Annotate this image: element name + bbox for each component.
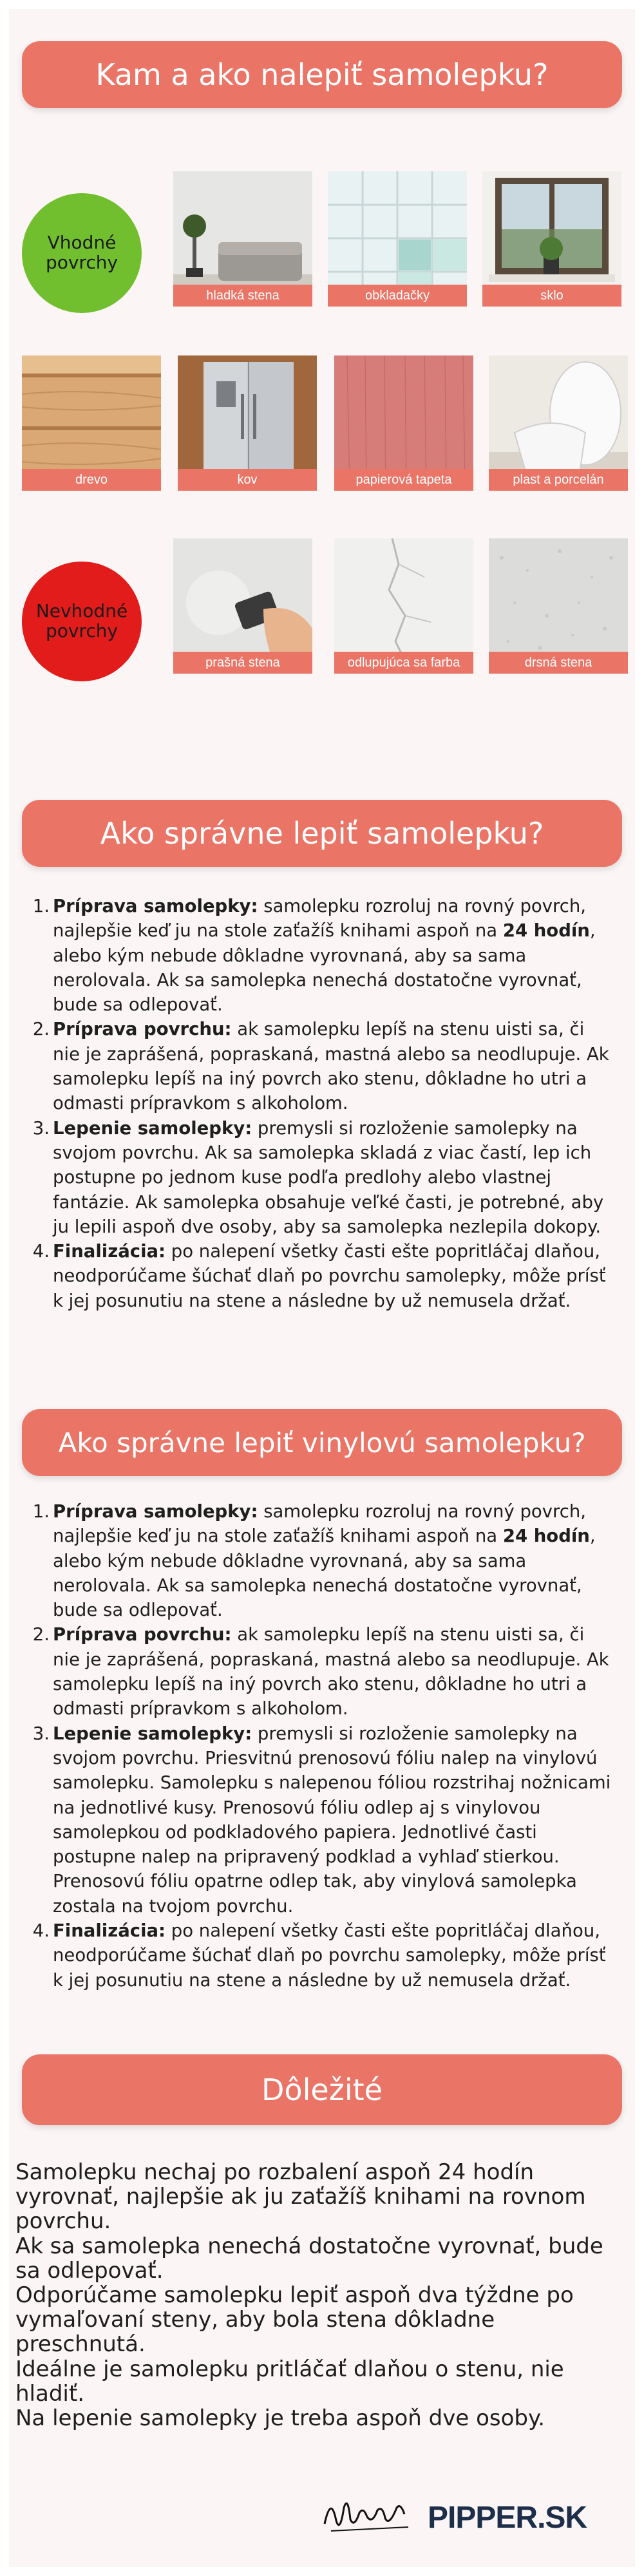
surface-caption: prašná stena (173, 652, 312, 674)
infographic-page (9, 9, 635, 2567)
surface-tile-glass (482, 171, 621, 307)
unsuitable-surfaces-label: Nevhodné povrchy (35, 600, 128, 641)
surface-tile-wood (22, 355, 161, 491)
surface-caption: drevo (22, 469, 161, 491)
step-item (28, 1622, 611, 1721)
step-item (28, 1017, 611, 1115)
steps-list-vinyl (28, 1499, 611, 1993)
important-note: Ak sa samolepka nenechá dostatočne vyrovnať, bude sa odlepovať. (15, 2233, 603, 2284)
step-number: 2. (32, 1019, 50, 1040)
step-text: ak samolepku lepíš na stenu uisti sa, či nie je zaprášená, popraskaná, mastná alebo sa neodlupuje. Ak samolepku lepíš na iný povrch ako stenu, dôkladne ho utri a odmasti prípravkom s alkoholom. (53, 1019, 609, 1114)
step-text: premysli si rozloženie samolepky na svojom povrchu. Ak sa samolepka skladá z viac častí, lep ich postupne po jednom kuse podľa predlohy alebo vlastnej fantázie. Ak samolepka obsahuje veľké časti, je potrebné, aby ju lepili aspoň dve osoby, aby sa samolepka nezlepila dokopy. (53, 1117, 604, 1237)
surface-tile-plastic (489, 355, 628, 491)
step-heading: Príprava samolepky: (53, 896, 258, 916)
surface-caption: obkladačky (328, 285, 467, 307)
important-note: Na lepenie samolepky je treba aspoň dve osoby. (15, 2405, 545, 2432)
step-heading: Príprava samolepky: (53, 1501, 258, 1522)
section-title-how: Ako správne lepiť samolepku? (22, 800, 622, 867)
unsuitable-surfaces-badge (22, 562, 142, 681)
section-title-important: Dôležité (22, 2054, 622, 2125)
step-number: 4. (32, 1241, 50, 1262)
step-item (28, 1918, 611, 1993)
surface-caption: sklo (482, 285, 621, 307)
important-note: Ideálne je samolepku pritláčať dlaňou o stenu, nie hladiť. (15, 2356, 564, 2407)
surface-caption: papierová tapeta (334, 469, 473, 491)
surface-tile-smooth-wall (173, 171, 312, 307)
step-text: premysli si rozloženie samolepky na svojom povrchu. Priesvitnú prenosovú fóliu nalep na vinylovú samolepku. Samolepku s nalepenou fóliou rozstrihaj nožnicami na jednotlivé kusy. Prenosovú fóliu odlep aj s vinylovou samolepkou od podkladového papiera. Jednotlivé časti postupne nalep na pripravený podklad a vyhlaď stierkou. Prenosovú fóliu opatrne odlep tak, aby vinylová samolepka zostala na tvojom povrchu. (53, 1723, 611, 1917)
step-emphasis: 24 hodín (502, 920, 590, 942)
step-number: 2. (32, 1624, 50, 1645)
step-text-end: , alebo kým nebude dôkladne vyrovnaná, aby sa sama nerolovala. Ak sa samolepka nenechá dostatočne vyrovnať, bude sa odlepovať. (53, 920, 596, 1016)
section-title-vinyl: Ako správne lepiť vinylovú samolepku? (22, 1409, 622, 1476)
step-heading: Finalizácia: (53, 1920, 166, 1942)
step-number: 1. (32, 1501, 50, 1522)
step-item (28, 894, 611, 1017)
important-note: Odporúčame samolepku lepiť aspoň dva týždne po vymaľovaní steny, aby bola stena dôkladne preschnutá. (15, 2282, 574, 2358)
step-item (28, 1239, 611, 1313)
step-item (28, 1499, 611, 1622)
suitable-surfaces-badge (22, 193, 142, 313)
step-heading: Príprava povrchu: (53, 1019, 232, 1040)
surface-caption: odlupujúca sa farba (334, 652, 473, 674)
step-heading: Finalizácia: (53, 1241, 166, 1262)
step-emphasis: 24 hodín (502, 1526, 590, 1547)
step-number: 4. (32, 1920, 50, 1942)
surface-caption: drsná stena (489, 652, 628, 674)
step-item (28, 1721, 611, 1918)
step-number: 3. (32, 1117, 50, 1139)
surface-caption: hladká stena (173, 285, 312, 307)
step-text: samolepku rozroluj na rovný povrch, najlepšie keď ju na stole zaťažíš knihami aspoň na (53, 1501, 587, 1547)
step-number: 3. (32, 1723, 50, 1744)
section-title-where: Kam a ako nalepiť samolepku? (22, 41, 622, 108)
step-heading: Lepenie samolepky: (53, 1117, 252, 1139)
surface-tile-tiles (328, 171, 467, 307)
step-text: po nalepení všetky časti ešte popritláčaj dlaňou, neodporúčame šúchať dlaň po povrchu samolepky, môže prísť k jej posunutiu na stene a následne by už nemusela držať. (53, 1241, 606, 1311)
surface-tile-peeling-paint (334, 538, 473, 674)
step-item (28, 1116, 611, 1239)
surface-tile-wallpaper (334, 355, 473, 491)
step-text: ak samolepku lepíš na stenu uisti sa, či nie je zaprášená, popraskaná, mastná alebo sa neodlupuje. Ak samolepku lepíš na iný povrch ako stenu, dôkladne ho utri a odmasti prípravkom s alkoholom. (53, 1624, 609, 1719)
surface-caption: kov (178, 469, 317, 491)
surface-tile-dusty-wall (173, 538, 312, 674)
step-number: 1. (32, 896, 50, 916)
important-notes (15, 2160, 627, 2430)
step-heading: Lepenie samolepky: (53, 1723, 252, 1744)
suitable-surfaces-label: Vhodné povrchy (45, 232, 118, 273)
surface-tile-metal (178, 355, 317, 491)
signature-icon (318, 2488, 415, 2540)
important-note: Samolepku nechaj po rozbalení aspoň 24 hodín vyrovnať, najlepšie ak ju zaťažíš knihami na rovnom povrchu. (15, 2159, 586, 2235)
step-text: samolepku rozroluj na rovný povrch, najlepšie keď ju na stole zaťažíš knihami aspoň na (53, 896, 587, 942)
surface-caption: plast a porcelán (489, 469, 628, 491)
surface-tile-rough-wall (489, 538, 628, 674)
step-text: po nalepení všetky časti ešte popritláčaj dlaňou, neodporúčame šúchať dlaň po povrchu samolepky, môže prísť k jej posunutiu na stene a následne by už nemusela držať. (53, 1920, 606, 1991)
steps-list-standard (28, 894, 611, 1313)
step-heading: Príprava povrchu: (53, 1624, 232, 1645)
step-text-end: , alebo kým nebude dôkladne vyrovnaná, aby sa sama nerolovala. Ak sa samolepka nenechá dostatočne vyrovnať, bude sa odlepovať. (53, 1526, 596, 1621)
brand-logo: PIPPER.SK (428, 2501, 587, 2535)
